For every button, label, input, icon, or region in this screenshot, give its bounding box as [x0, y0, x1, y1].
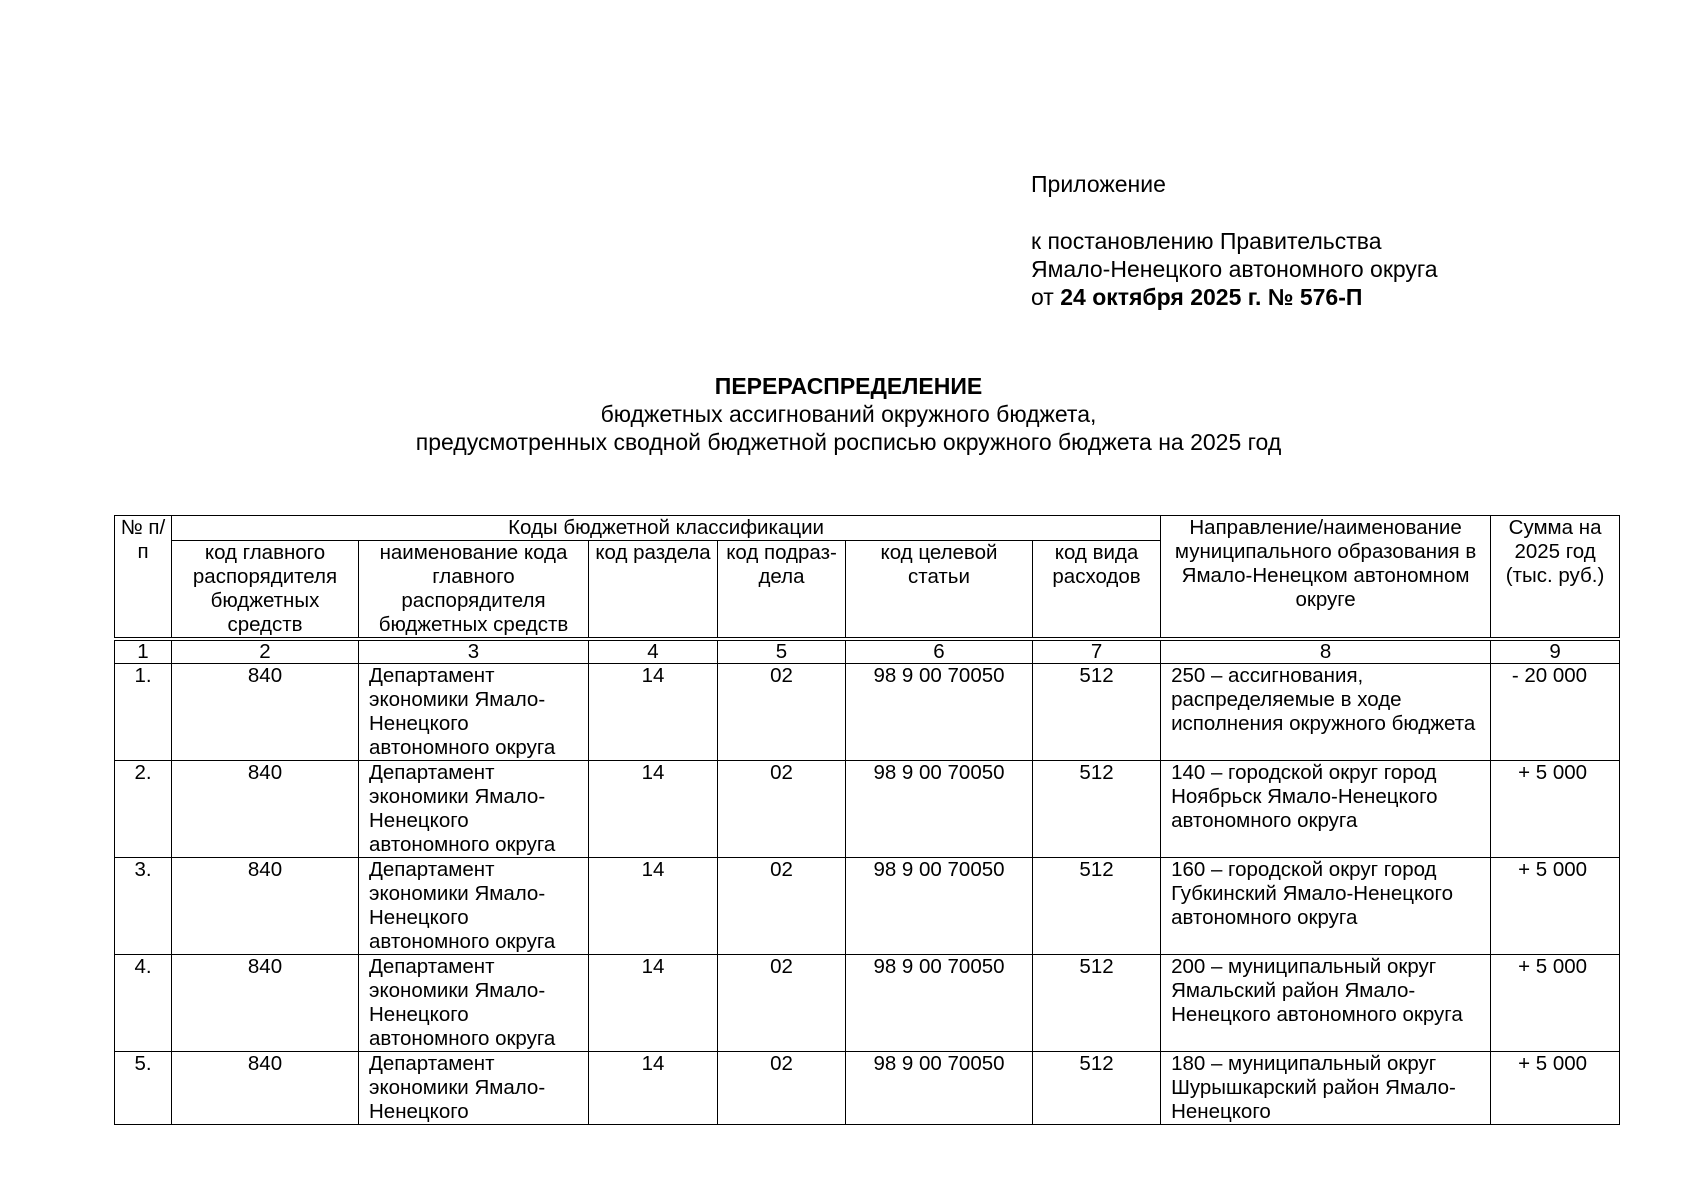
row-section: 14	[589, 664, 718, 761]
appendix-date-line	[1031, 283, 1438, 311]
table-row	[115, 858, 1620, 955]
header-amount: Сумма на 2025 год (тыс. руб.)	[1491, 516, 1620, 640]
budget-table	[114, 515, 1620, 1125]
row-grbs-code: 840	[172, 664, 359, 761]
column-number: 8	[1161, 639, 1491, 664]
table-row	[115, 955, 1620, 1052]
appendix-line-1: к постановлению Правительства	[1031, 228, 1382, 254]
column-number-row	[115, 639, 1620, 664]
row-amount: + 5 000	[1491, 1052, 1620, 1125]
row-grbs-name: Департамент экономики Ямало-Ненецкого автономного округа	[359, 858, 589, 955]
table-row	[115, 664, 1620, 761]
row-amount: - 20 000	[1491, 664, 1620, 761]
row-amount: + 5 000	[1491, 761, 1620, 858]
row-grbs-name: Департамент экономики Ямало-Ненецкого автономного округа	[359, 664, 589, 761]
row-direction: 200 – муниципальный округ Ямальский район Ямало-Ненецкого автономного округа	[1161, 955, 1491, 1052]
row-target: 98 9 00 70050	[846, 761, 1033, 858]
column-number: 1	[115, 639, 172, 664]
row-num: 3.	[115, 858, 172, 955]
row-section: 14	[589, 955, 718, 1052]
row-section: 14	[589, 761, 718, 858]
row-subsection: 02	[718, 1052, 846, 1125]
row-target: 98 9 00 70050	[846, 1052, 1033, 1125]
row-grbs-name: Департамент экономики Ямало-Ненецкого	[359, 1052, 589, 1125]
row-subsection: 02	[718, 955, 846, 1052]
row-amount: + 5 000	[1491, 858, 1620, 955]
row-target: 98 9 00 70050	[846, 664, 1033, 761]
row-grbs-code: 840	[172, 955, 359, 1052]
document-heading	[0, 372, 1697, 456]
row-direction: 140 – городской округ город Ноябрьск Ямало-Ненецкого автономного округа	[1161, 761, 1491, 858]
column-number: 9	[1491, 639, 1620, 664]
row-expense: 512	[1033, 1052, 1161, 1125]
header-target: код целевой статьи	[846, 541, 1033, 640]
header-section: код раздела	[589, 541, 718, 640]
table-row	[115, 1052, 1620, 1125]
appendix-date: 24 октября 2025 г. № 576-П	[1060, 284, 1363, 310]
row-expense: 512	[1033, 955, 1161, 1052]
row-expense: 512	[1033, 761, 1161, 858]
row-target: 98 9 00 70050	[846, 858, 1033, 955]
row-grbs-name: Департамент экономики Ямало-Ненецкого автономного округа	[359, 761, 589, 858]
document-title: ПЕРЕРАСПРЕДЕЛЕНИЕ	[714, 373, 983, 399]
row-section: 14	[589, 1052, 718, 1125]
row-direction: 160 – городской округ город Губкинский Ямало-Ненецкого автономного округа	[1161, 858, 1491, 955]
row-direction: 180 – муниципальный округ Шурышкарский район Ямало-Ненецкого	[1161, 1052, 1491, 1125]
row-expense: 512	[1033, 858, 1161, 955]
row-target: 98 9 00 70050	[846, 955, 1033, 1052]
document-subtitle-1: бюджетных ассигнований окружного бюджета,	[600, 401, 1097, 427]
row-num: 1.	[115, 664, 172, 761]
header-direction: Направление/наименование муниципального образования в Ямало-Ненецком автономном округе	[1161, 516, 1491, 640]
column-number: 4	[589, 639, 718, 664]
appendix-title: Приложение	[1031, 171, 1166, 197]
row-grbs-code: 840	[172, 858, 359, 955]
row-direction: 250 – ассигнования, распределяемые в ходе исполнения окружного бюджета	[1161, 664, 1491, 761]
column-number: 7	[1033, 639, 1161, 664]
column-number: 6	[846, 639, 1033, 664]
row-grbs-name: Департамент экономики Ямало-Ненецкого автономного округа	[359, 955, 589, 1052]
column-number: 5	[718, 639, 846, 664]
header-row-1	[115, 516, 1620, 541]
row-subsection: 02	[718, 761, 846, 858]
row-grbs-code: 840	[172, 1052, 359, 1125]
row-num: 4.	[115, 955, 172, 1052]
appendix-line-2: Ямало-Ненецкого автономного округа	[1031, 256, 1438, 282]
header-num: № п/п	[115, 516, 172, 640]
row-expense: 512	[1033, 664, 1161, 761]
header-codes-group: Коды бюджетной классификации	[172, 516, 1161, 541]
header-subsection: код подраз-дела	[718, 541, 846, 640]
header-grbs-name: наименование кода главного распорядителя бюджетных средств	[359, 541, 589, 640]
row-num: 2.	[115, 761, 172, 858]
row-num: 5.	[115, 1052, 172, 1125]
row-amount: + 5 000	[1491, 955, 1620, 1052]
appendix-date-prefix: от	[1031, 284, 1054, 310]
header-grbs-code: код главного распорядителя бюджетных средств	[172, 541, 359, 640]
row-subsection: 02	[718, 858, 846, 955]
column-number: 3	[359, 639, 589, 664]
row-grbs-code: 840	[172, 761, 359, 858]
row-section: 14	[589, 858, 718, 955]
row-subsection: 02	[718, 664, 846, 761]
appendix-block	[1031, 170, 1438, 311]
header-expense: код вида расходов	[1033, 541, 1161, 640]
document-subtitle-2: предусмотренных сводной бюджетной росписью окружного бюджета на 2025 год	[415, 429, 1282, 455]
column-number: 2	[172, 639, 359, 664]
table-row	[115, 761, 1620, 858]
